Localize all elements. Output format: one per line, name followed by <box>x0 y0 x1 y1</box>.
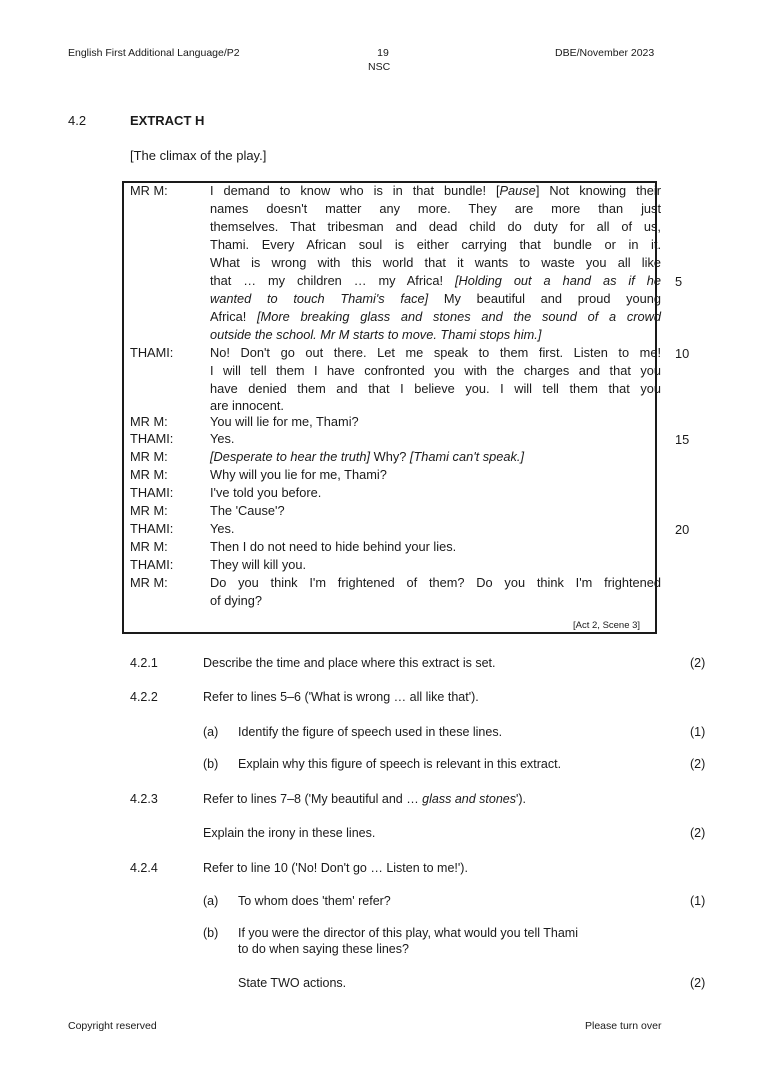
header-left: English First Additional Language/P2 <box>68 47 240 59</box>
question-text: Explain the irony in these lines. <box>203 826 376 840</box>
speaker: THAMI: <box>130 431 174 446</box>
subquestion-text: to do when saying these lines? <box>238 942 409 956</box>
line-number: 20 <box>675 522 690 537</box>
question-number: 4.2.3 <box>130 792 158 806</box>
question-mark: (2) <box>690 757 706 771</box>
speaker: THAMI: <box>130 345 174 360</box>
question-text: Refer to lines 5–6 ('What is wrong … all like that'). <box>203 690 479 704</box>
question-mark: (1) <box>690 725 706 739</box>
dialogue-line: have denied them and that I believe you. I will tell them that you <box>210 381 661 396</box>
speaker: THAMI: <box>130 485 174 500</box>
header-right: DBE/November 2023 <box>555 47 655 59</box>
dialogue-line: No! Don't go out there. Let me speak to them first. Listen to me! <box>210 345 661 360</box>
subquestion-letter: (b) <box>203 757 219 771</box>
subquestion-letter: (a) <box>203 894 219 908</box>
question-number: 4.2.1 <box>130 656 158 670</box>
section-number: 4.2 <box>68 113 87 128</box>
dialogue-line: Africa! [More breaking glass and stones and the sound of a crowd <box>210 309 661 324</box>
dialogue-line: that … my children … my Africa! [Holding out a hand as if he <box>210 273 661 288</box>
section-subtitle: [The climax of the play.] <box>130 148 267 163</box>
extract-reference: [Act 2, Scene 3] <box>573 620 641 631</box>
page-number: 19 <box>377 47 389 59</box>
speaker: MR M: <box>130 467 168 482</box>
dialogue-line: Then I do not need to hide behind your lies. <box>210 539 457 554</box>
speaker: MR M: <box>130 503 168 518</box>
dialogue-line: They will kill you. <box>210 557 307 572</box>
dialogue-line: The 'Cause'? <box>210 503 285 518</box>
question-mark: (2) <box>690 826 706 840</box>
question-text: Refer to lines 7–8 ('My beautiful and … glass and stones'). <box>203 792 527 806</box>
subquestion-text: Explain why this figure of speech is relevant in this extract. <box>238 757 562 771</box>
dialogue-line: [Desperate to hear the truth] Why? [Thami can't speak.] <box>210 449 525 464</box>
section-title: EXTRACT H <box>130 113 205 128</box>
speaker: MR M: <box>130 539 168 554</box>
subquestion-text: To whom does 'them' refer? <box>238 894 391 908</box>
line-number: 15 <box>675 432 690 447</box>
dialogue-line: Do you think I'm frightened of them? Do you think I'm frightened <box>210 575 661 590</box>
subquestion-text: If you were the director of this play, what would you tell Thami <box>238 926 578 940</box>
dialogue-line: themselves. That tribesman and dead child do duty for all of us, <box>210 219 661 234</box>
dialogue-line: I've told you before. <box>210 485 322 500</box>
footer-right: Please turn over <box>585 1020 662 1032</box>
dialogue-line: of dying? <box>210 593 262 608</box>
speaker: THAMI: <box>130 557 174 572</box>
dialogue-line: What is wrong with this world that it wants to waste you all like <box>210 255 661 270</box>
dialogue-line: I demand to know who is in that bundle! [Pause] Not knowing their <box>210 183 661 198</box>
question-text: Refer to line 10 ('No! Don't go … Listen to me!'). <box>203 861 468 875</box>
question-mark: (2) <box>690 976 706 990</box>
footer-left: Copyright reserved <box>68 1020 157 1032</box>
speaker: MR M: <box>130 183 168 198</box>
subquestion-letter: (a) <box>203 725 219 739</box>
speaker: MR M: <box>130 414 168 429</box>
question-text: Describe the time and place where this extract is set. <box>203 656 496 670</box>
speaker: MR M: <box>130 449 168 464</box>
question-number: 4.2.4 <box>130 861 158 875</box>
question-number: 4.2.2 <box>130 690 158 704</box>
dialogue-line: I will tell them I have confronted you with the charges and that you <box>210 363 661 378</box>
dialogue-line: wanted to touch Thami's face] My beautiful and proud young <box>210 291 661 306</box>
line-number: 5 <box>675 274 683 289</box>
dialogue-line: You will lie for me, Thami? <box>210 414 359 429</box>
dialogue-line: outside the school. Mr M starts to move. Thami stops him.] <box>210 327 542 342</box>
dialogue-line: names doesn't matter any more. They are more than just <box>210 201 661 216</box>
dialogue-line: are innocent. <box>210 398 284 413</box>
subquestion-letter: (b) <box>203 926 219 940</box>
subquestion-text: State TWO actions. <box>238 976 347 990</box>
question-mark: (1) <box>690 894 706 908</box>
subquestion-text: Identify the figure of speech used in these lines. <box>238 725 503 739</box>
dialogue-line: Yes. <box>210 521 235 536</box>
line-number: 10 <box>675 346 690 361</box>
dialogue-line: Thami. Every African soul is either carrying that bundle or in it. <box>210 237 661 252</box>
question-mark: (2) <box>690 656 706 670</box>
speaker: MR M: <box>130 575 168 590</box>
dialogue-line: Yes. <box>210 431 235 446</box>
dialogue-line: Why will you lie for me, Thami? <box>210 467 387 482</box>
page-sub: NSC <box>368 61 391 73</box>
speaker: THAMI: <box>130 521 174 536</box>
